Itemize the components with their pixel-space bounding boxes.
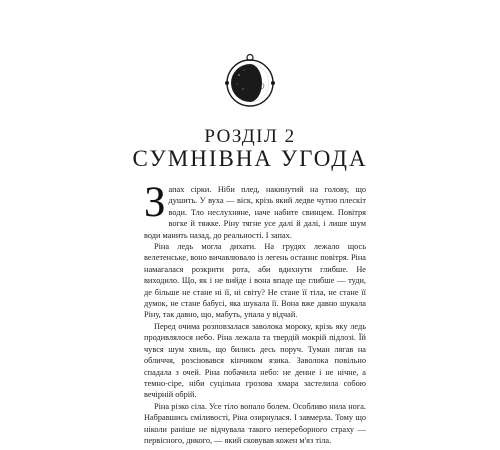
drop-cap: З — [144, 179, 166, 226]
chapter-number: РОЗДІЛ 2 — [204, 126, 296, 147]
paragraph-text: апах сірки. Ніби плед, накинутий на голову, що душить. У вуха — віск, крізь який ледве чутно плескіт води. Тло неслухняне, наче набите свинцем. Повітря вогке й тяжке. Ріну тягне усе далі й далі, і лише шум води манить назад, до реальності. І запах. — [144, 185, 366, 240]
paragraph: Ріна різко сіла. Усе тіло вопало болем. Особливо нила нога. Набравшись сміливості, Ріна озирнулася. І завмерла. Тому що ніколи раніше не відчувала такого непереборного страху — первісного, дикого, — який сковував кожен м'яз тіла. — [144, 401, 366, 445]
paragraph: Перед очима розповзалася заволока мороку, крізь яку ледь продивлялося небо. Ріна лежала та твердій мокрій підлозі. Їй чувся шум хвиль, що бились десь поруч. Туман лягав на обличчя, розсіювався кінчиком язика. Заволока повільно спадала з очей. Ріна побачила небо: не денне і не нічне, а темно-сіре, ніби суцільна грозова хмара застелила собою вечірній обрій. — [144, 321, 366, 400]
paragraph: Ріна ледь могла дихати. На грудях лежало щось велетенське, воно вичавлювало із легень останнє повітря. Ріна намагалася розкрити рота, аби вдихнути глибше. Не виходило. Що, як і не вийде і вона впаде ще глибше — туди, де більше не стане ні її, ні світу? Не стане її тіла, не стане її думок, не стане бабусі, яка шукала її. Вона вже давно шукала Ріну, так давно, що, мабуть, упала у відчай. — [144, 242, 366, 320]
paragraph — [144, 179, 366, 241]
chapter-body — [144, 179, 366, 446]
chapter-title: СУМНІВНА УГОДА — [132, 146, 368, 171]
moon-in-circle-icon — [224, 53, 276, 109]
